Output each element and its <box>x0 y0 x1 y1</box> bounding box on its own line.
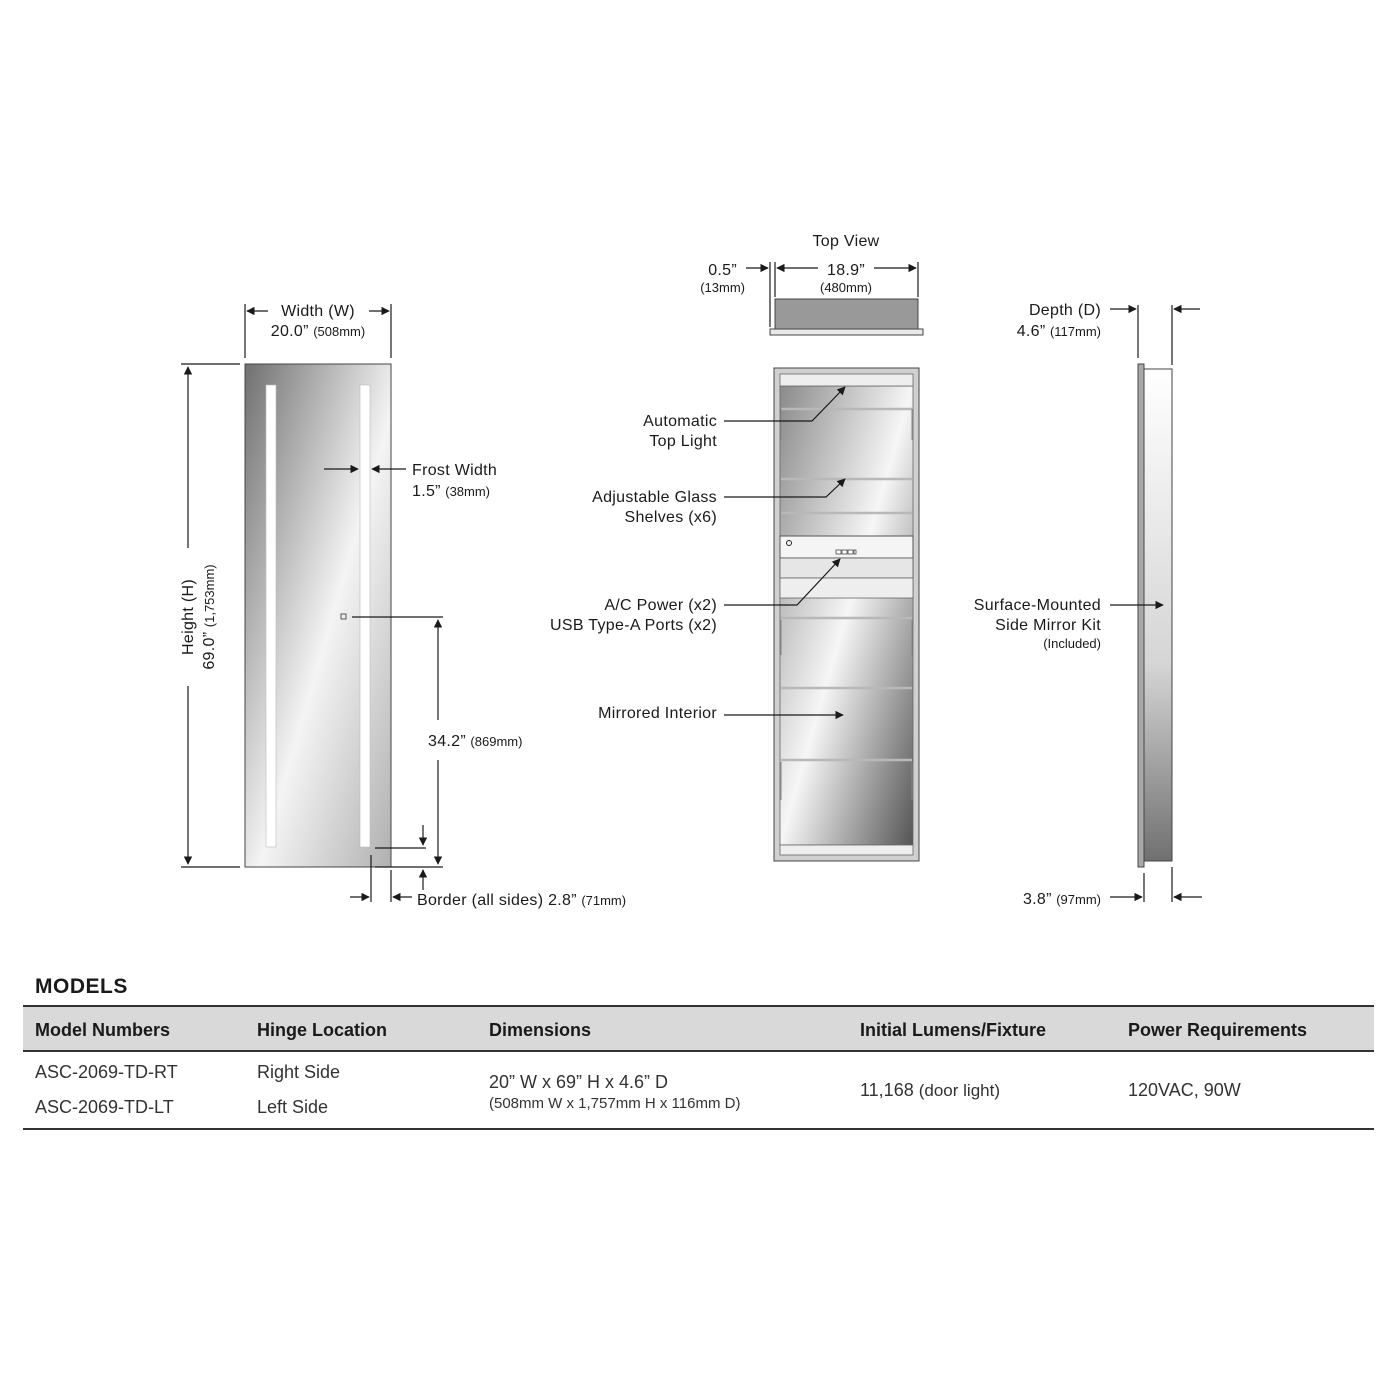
cell-model-numbers <box>23 1051 245 1129</box>
module-panel <box>780 578 913 598</box>
lip-mm: (13mm) <box>700 280 745 295</box>
recess-value: 3.8” (97mm) <box>1022 891 1101 908</box>
side-mirror-kit <box>1138 364 1144 867</box>
top-view-lip <box>770 329 923 335</box>
front-view <box>180 303 626 909</box>
side-body <box>1144 369 1172 861</box>
dimensions-imperial: 20” W x 69” H x 4.6” D <box>489 1071 669 1092</box>
lumens-note: (door light) <box>918 1080 1000 1100</box>
cell-power: 120VAC, 90W <box>1128 1079 1241 1100</box>
hinge-location: Right Side <box>257 1062 341 1082</box>
header-lumens: Initial Lumens/Fixture <box>848 1006 1116 1051</box>
callout-power-line2: USB Type-A Ports (x2) <box>550 617 717 634</box>
cabinet-interior <box>780 386 913 845</box>
header-model-numbers: Model Numbers <box>23 1006 245 1051</box>
interior-view <box>550 233 923 861</box>
hinge-location: Left Side <box>257 1097 329 1117</box>
width-value: 20.0” (508mm) <box>270 323 366 340</box>
inner-width-value: 18.9” <box>827 262 865 279</box>
table-row <box>23 1051 1374 1129</box>
light-strip-right <box>360 385 370 847</box>
depth-value: 4.6” (117mm) <box>1016 323 1101 340</box>
cell-dimensions <box>477 1051 848 1129</box>
model-number: ASC-2069-TD-RT <box>35 1062 178 1082</box>
sensor-value: 34.2” (869mm) <box>428 733 523 750</box>
top-light-bar <box>780 374 913 386</box>
header-dimensions: Dimensions <box>477 1006 848 1051</box>
kit-note: (Included) <box>1043 636 1101 651</box>
callout-top-light-line1: Automatic <box>643 413 717 430</box>
power-module-lower <box>780 558 913 578</box>
dimensions-metric: (508mm W x 1,757mm H x 116mm D) <box>489 1094 741 1112</box>
border-label: Border (all sides) 2.8” (71mm) <box>417 892 627 909</box>
callout-shelves-line1: Adjustable Glass <box>592 489 717 506</box>
depth-label: Depth (D) <box>1028 302 1101 319</box>
lumens-value: 11,168 <box>860 1079 914 1100</box>
kit-line1: Surface-Mounted <box>973 597 1101 614</box>
callout-top-light-line2: Top Light <box>649 433 717 450</box>
models-title: MODELS <box>35 975 128 998</box>
lip-value: 0.5” <box>708 262 737 279</box>
frost-label: Frost Width <box>412 462 498 479</box>
side-view <box>974 302 1202 908</box>
light-strip-left <box>266 385 276 847</box>
bottom-bar <box>780 845 913 855</box>
kit-line2: Side Mirror Kit <box>995 617 1101 634</box>
cell-lumens <box>848 1051 1116 1129</box>
usb-port-icons <box>836 550 856 554</box>
table-header-row <box>23 1006 1374 1051</box>
height-value: 69.0” (1,753mm) <box>201 564 218 670</box>
top-view-title: Top View <box>812 233 880 250</box>
cell-hinge <box>245 1051 477 1129</box>
callout-power-line1: A/C Power (x2) <box>604 597 717 614</box>
frost-value: 1.5” (38mm) <box>412 483 491 500</box>
header-power: Power Requirements <box>1116 1006 1374 1051</box>
height-label: Height (H) <box>180 579 197 655</box>
callout-interior-line1: Mirrored Interior <box>598 705 717 722</box>
model-number: ASC-2069-TD-LT <box>35 1097 174 1117</box>
callout-shelves-line2: Shelves (x6) <box>624 509 717 526</box>
power-module <box>780 536 913 558</box>
top-view-box <box>775 299 918 330</box>
models-table <box>23 1005 1374 1130</box>
width-label: Width (W) <box>281 303 355 320</box>
header-hinge-location: Hinge Location <box>245 1006 477 1051</box>
inner-width-mm: (480mm) <box>819 280 873 295</box>
